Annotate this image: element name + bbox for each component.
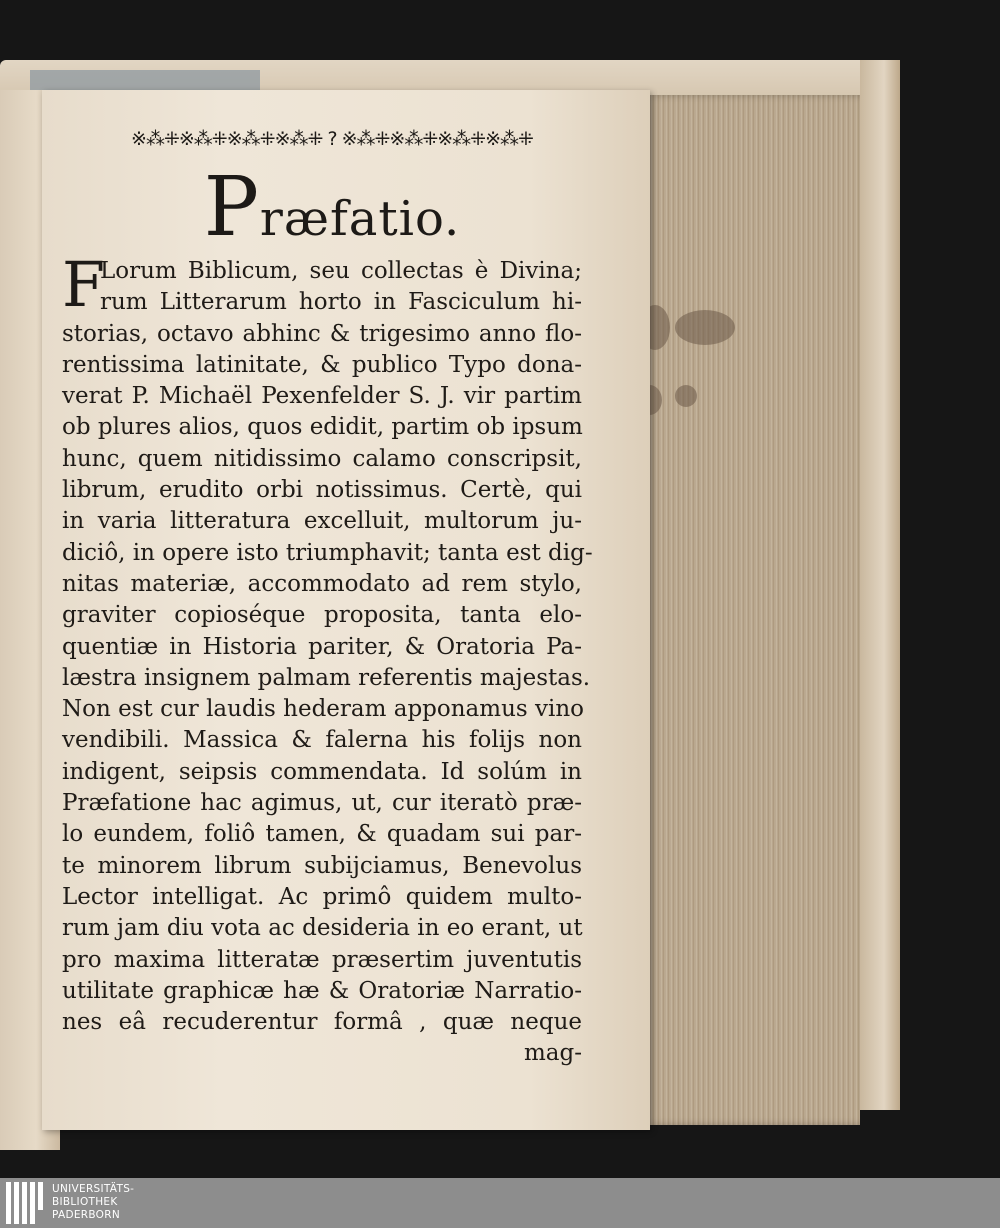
- text-line: diciô, in opere isto triumphavit; tanta est dig-: [62, 539, 593, 566]
- library-logo-icon: [6, 1182, 46, 1224]
- text-line: nitas materiæ, accommodato ad rem stylo,: [62, 570, 582, 597]
- text-line: utilitate graphicæ hæ & Oratoriæ Narratio-: [62, 977, 582, 1004]
- header-ornament: ※⁂⁜※⁂⁜※⁂⁜※⁂⁜ ? ※⁂⁜※⁂⁜※⁂⁜※⁂⁜: [131, 128, 533, 150]
- text-line: rum Litterarum horto in Fasciculum hi-: [100, 289, 582, 316]
- library-name-line1: UNIVERSITÄTS-: [52, 1183, 135, 1195]
- text-line: ob plures alios, quos edidit, partim ob ipsum: [62, 414, 583, 441]
- stain: [675, 310, 735, 345]
- page-title: [76, 160, 588, 255]
- body-text: [62, 248, 593, 1070]
- library-name: [52, 1183, 134, 1222]
- text-line: Non est cur laudis hederam apponamus vino: [62, 696, 585, 723]
- text-line: storias, octavo abhinc & trigesimo anno flo-: [62, 320, 582, 347]
- text-line: indigent, seipsis commendata. Id solúm in: [62, 758, 582, 785]
- library-name-line3: PADERBORN: [52, 1209, 120, 1221]
- library-name-line2: BIBLIOTHEK: [52, 1196, 118, 1208]
- drop-cap: F: [62, 248, 106, 321]
- title-initial: P: [203, 160, 260, 255]
- text-line: in varia litteratura excelluit, multorum ju-: [62, 508, 582, 535]
- text-line: læstra insignem palmam referentis majestas.: [62, 664, 591, 691]
- text-line: nes eâ recuderentur formâ , quæ neque: [62, 1009, 582, 1036]
- cover-label: [30, 70, 260, 92]
- text-line: te minorem librum subijciamus, Benevolus: [62, 852, 582, 879]
- title-rest: ræfatio.: [259, 191, 461, 247]
- book-cover-right: [860, 60, 900, 1110]
- text-line: pro maxima litteratæ præsertim juventutis: [62, 946, 582, 973]
- text-line: hunc, quem nitidissimo calamo conscripsit,: [62, 445, 582, 472]
- footer-bar: [0, 1178, 1000, 1228]
- text-line: rum jam diu vota ac desideria in eo erant, ut: [62, 915, 583, 942]
- text-line: graviter copioséque proposita, tanta elo-: [62, 602, 582, 629]
- text-line: Lector intelligat. Ac primô quidem multo-: [62, 883, 582, 910]
- text-line: Lorum Biblicum, seu collectas è Divina;: [100, 258, 582, 284]
- text-line: Præfatione hac agimus, ut, cur iteratò præ-: [62, 790, 582, 817]
- text-line: librum, erudito orbi notissimus. Certè, qui: [62, 477, 582, 504]
- text-line: quentiæ in Historia pariter, & Oratoria Pa-: [62, 633, 582, 660]
- text-line: vendibili. Massica & falerna his folijs non: [62, 727, 582, 754]
- text-line: lo eundem, foliô tamen, & quadam sui par-: [62, 821, 582, 848]
- text-line: rentissima latinitate, & publico Typo dona-: [62, 351, 582, 378]
- page-edges: [645, 95, 860, 1125]
- text-line: mag-: [523, 1040, 582, 1067]
- text-line: verat P. Michaël Pexenfelder S. J. vir partim: [62, 383, 582, 410]
- stain: [675, 385, 697, 407]
